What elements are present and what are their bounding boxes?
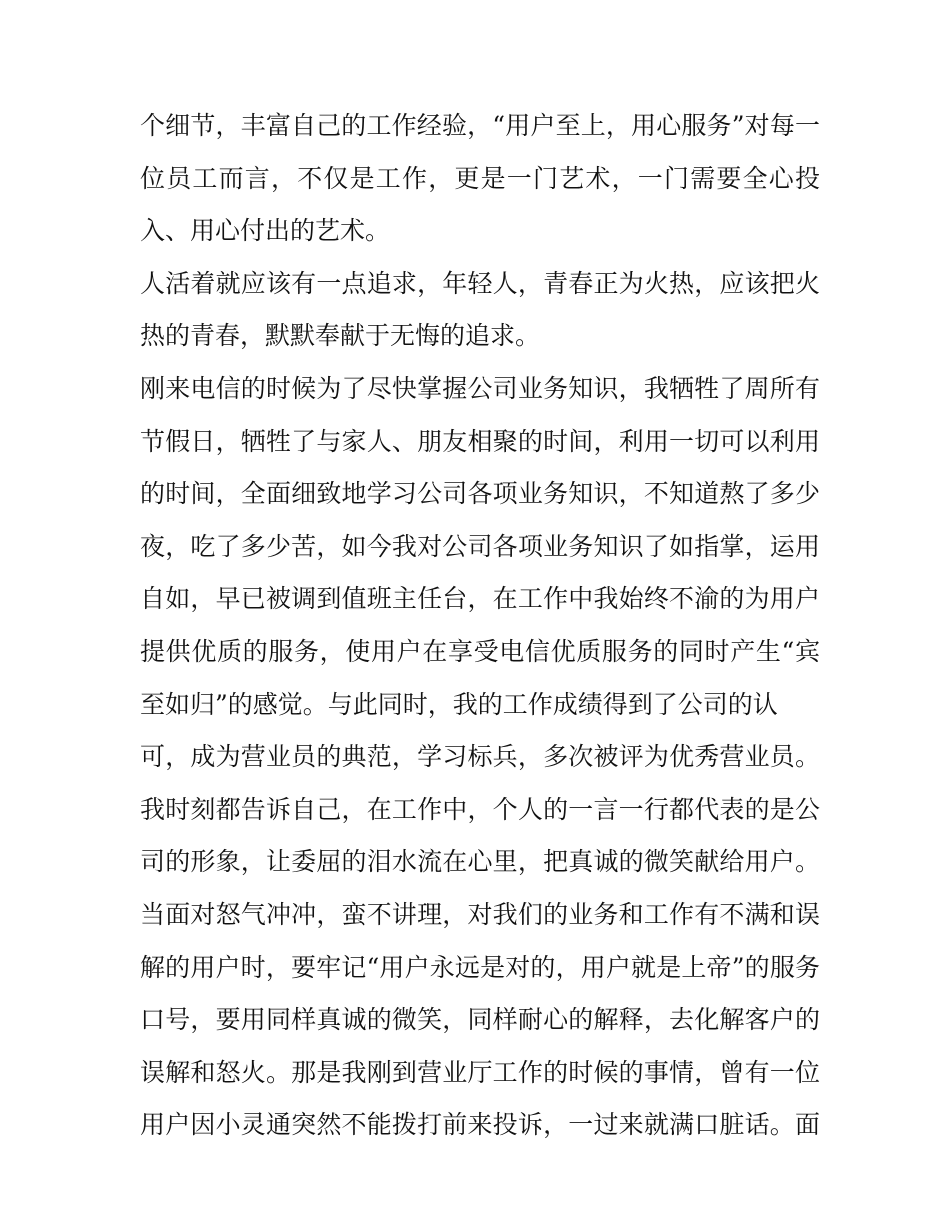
text-line: 司的形象，让委屈的泪水流在心里，把真诚的微笑献给用户。 — [140, 847, 820, 877]
text-line: 我时刻都告诉自己，在工作中，个人的一言一行都代表的是公 — [140, 794, 820, 824]
text-line: 位员工而言，不仅是工作，更是一门艺术，一门需要全心投 — [140, 163, 820, 193]
text-line: 热的青春，默默奉献于无悔的追求。 — [140, 321, 541, 351]
text-line: 节假日，牺牲了与家人、朋友相聚的时间，利用一切可以利用 — [140, 426, 820, 456]
text-line: 个细节，丰富自己的工作经验，“用户至上，用心服务”对每一 — [140, 111, 820, 140]
text-line: 入、用心付出的艺术。 — [140, 216, 391, 246]
document-body — [140, 100, 820, 1152]
text-line: 可，成为营业员的典范，学习标兵，多次被评为优秀营业员。 — [140, 742, 820, 772]
text-line: 夜，吃了多少苦，如今我对公司各项业务知识了如指掌，运用 — [140, 531, 820, 561]
text-line: 当面对怒气冲冲，蛮不讲理，对我们的业务和工作有不满和误 — [140, 899, 820, 929]
text-line: 的时间，全面细致地学习公司各项业务知识，不知道熬了多少 — [140, 479, 820, 509]
text-line: 人活着就应该有一点追求，年轻人，青春正为火热，应该把火 — [140, 268, 820, 298]
text-line: 解的用户时，要牢记“用户永远是对的，用户就是上帝”的服务 — [140, 952, 820, 982]
text-line: 自如，早已被调到值班主任台，在工作中我始终不渝的为用户 — [140, 584, 820, 614]
text-line: 至如归”的感觉。与此同时，我的工作成绩得到了公司的认 — [140, 689, 778, 719]
text-line: 误解和怒火。那是我刚到营业厅工作的时候的事情，曾有一位 — [140, 1057, 820, 1087]
text-line: 刚来电信的时候为了尽快掌握公司业务知识，我牺牲了周所有 — [140, 373, 820, 403]
text-line: 提供优质的服务，使用户在享受电信优质服务的同时产生“宾 — [140, 636, 820, 666]
text-line: 口号，要用同样真诚的微笑，同样耐心的解释，去化解客户的 — [140, 1005, 820, 1035]
text-line: 用户因小灵通突然不能拨打前来投诉，一过来就满口脏话。面 — [140, 1110, 820, 1140]
